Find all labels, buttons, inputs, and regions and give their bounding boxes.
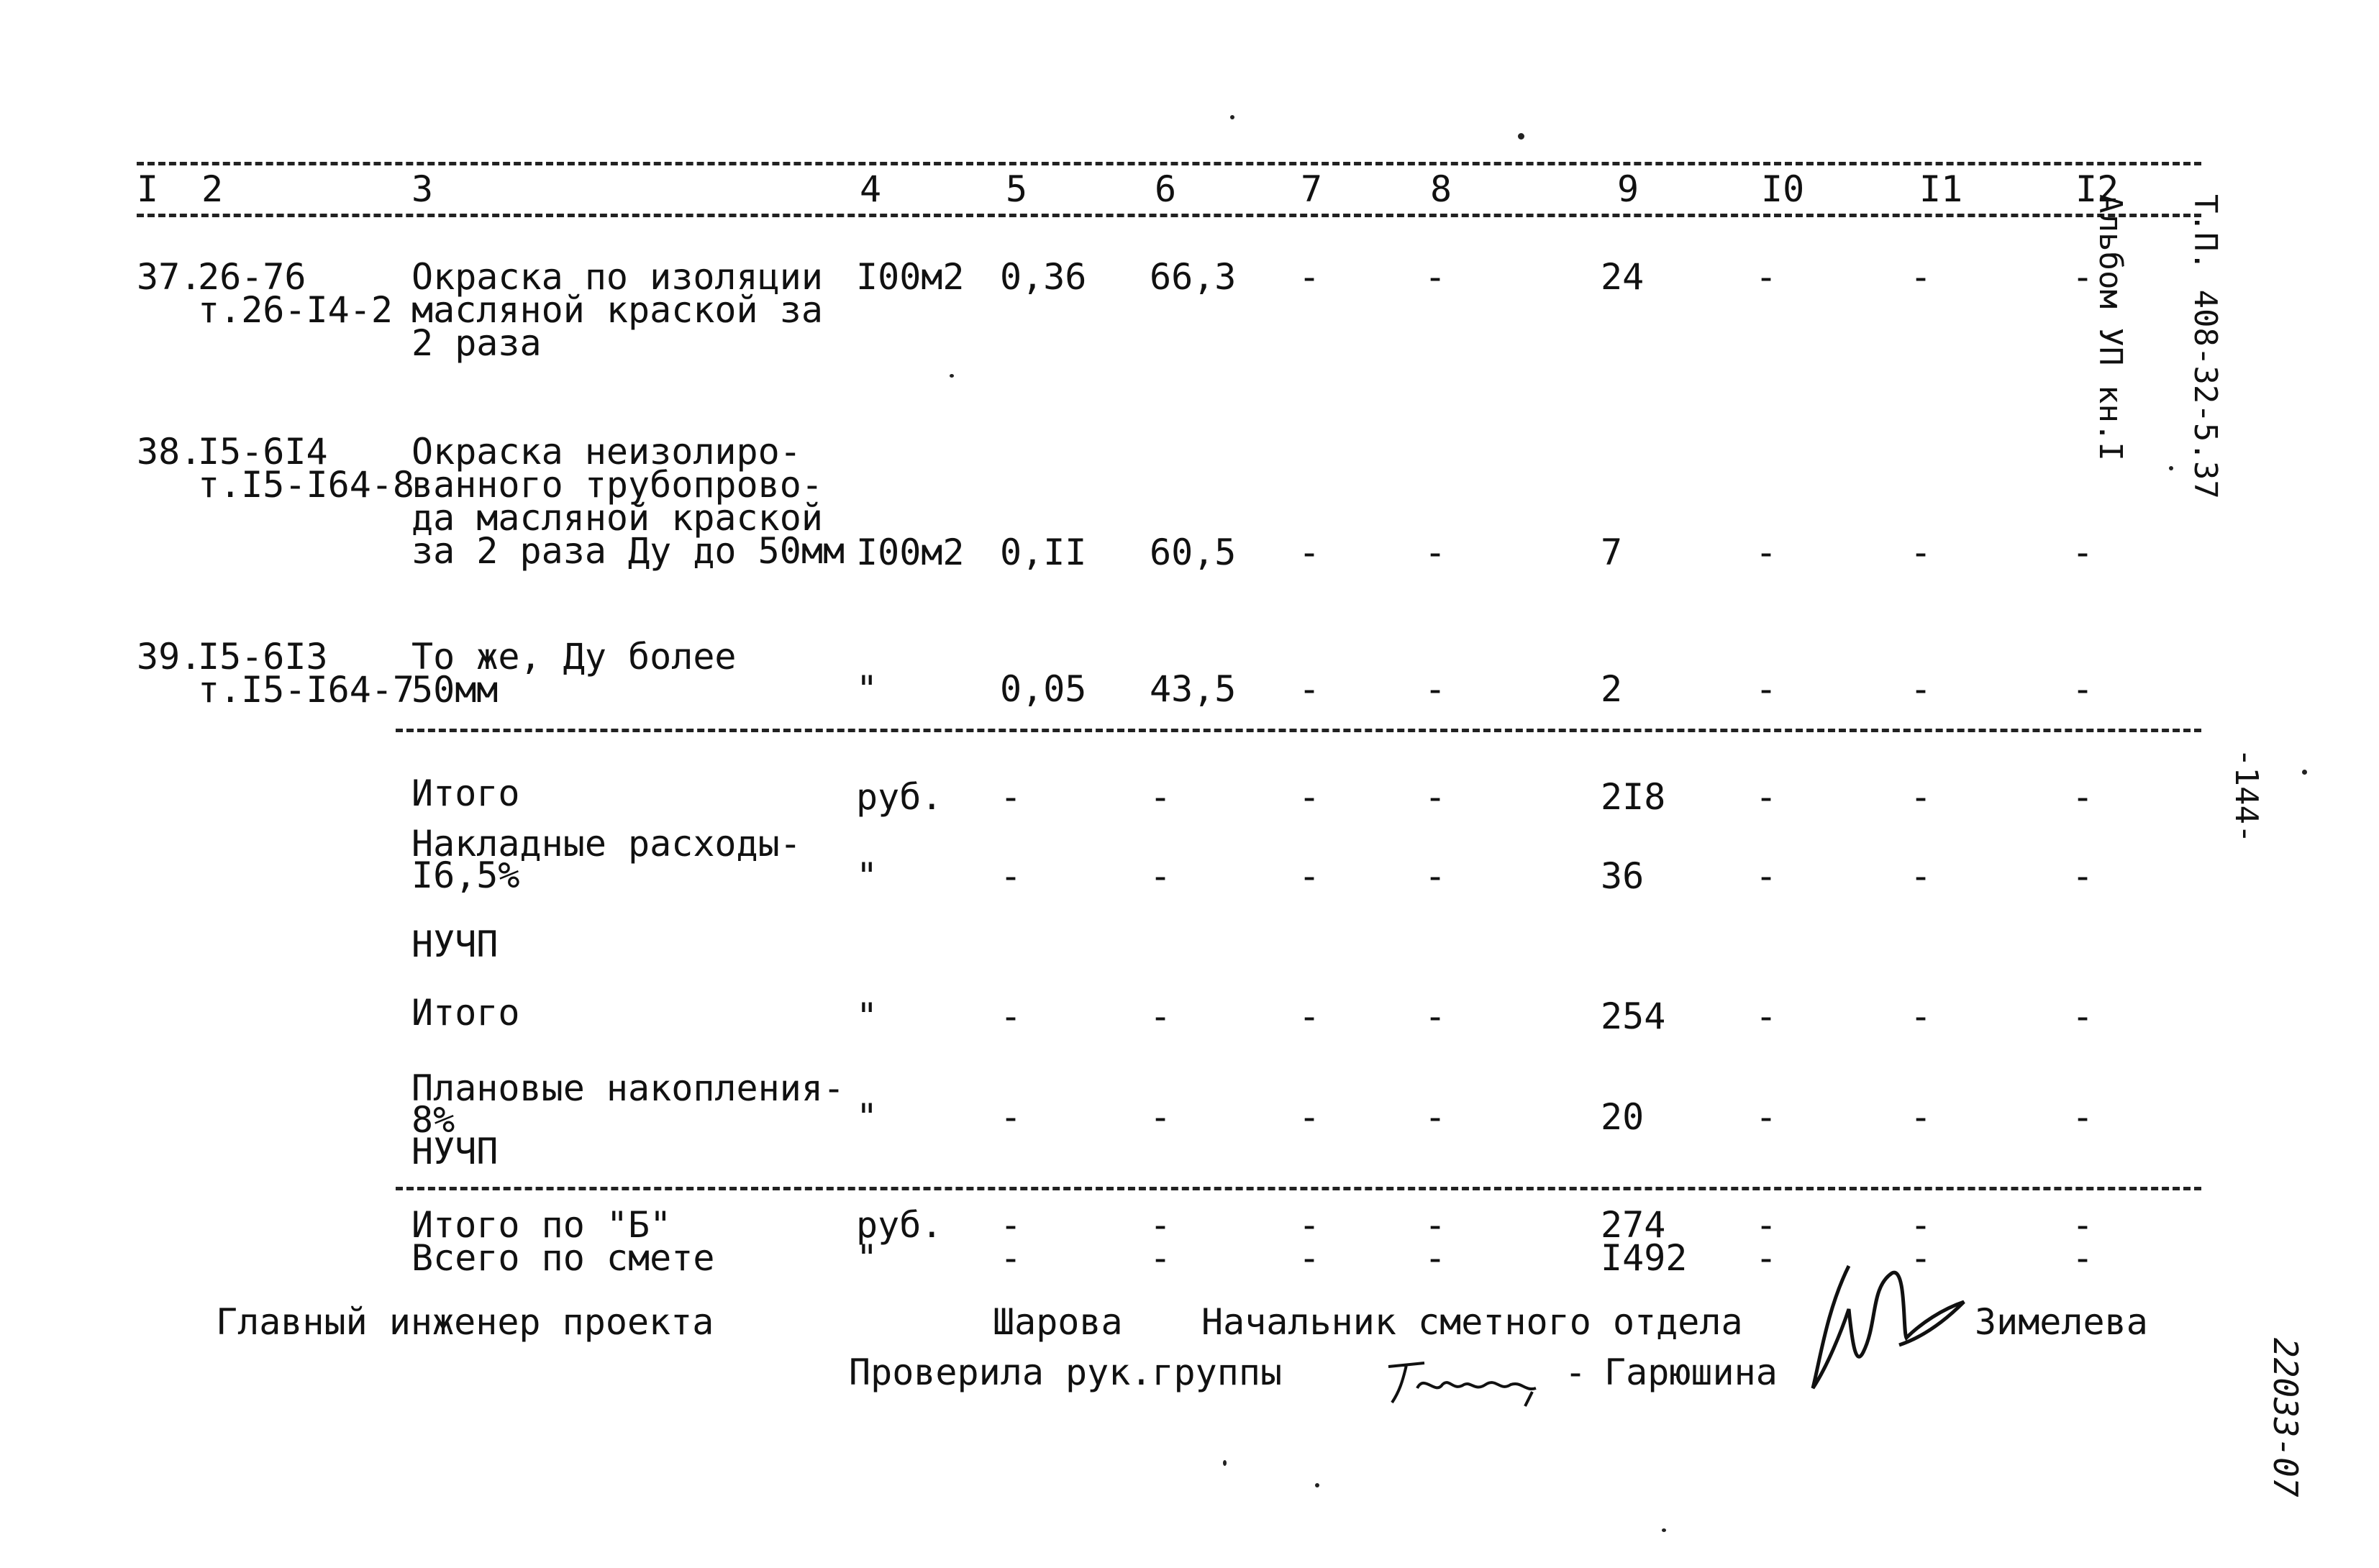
totals-unit: руб. <box>856 1204 943 1246</box>
summary-unit: " <box>856 855 878 897</box>
column-number: 3 <box>411 168 434 210</box>
summary-label: Итого <box>411 772 520 814</box>
summary-unit: руб. <box>856 776 943 818</box>
summary-cell-c12: - <box>2072 776 2094 818</box>
totals-cell-c7: - <box>1298 1237 1321 1279</box>
totals-cell-c6: - <box>1150 1237 1172 1279</box>
row-quantity: 0,II <box>1000 532 1087 573</box>
totals-cell-c11: - <box>1910 1237 1932 1279</box>
row-description: То же, Ду более <box>411 636 737 678</box>
checker-signature <box>1381 1352 1561 1410</box>
scan-speck <box>2302 770 2307 775</box>
summary-cell-c5: - <box>1000 776 1022 818</box>
scan-speck <box>2169 466 2173 470</box>
row-cell-c7: - <box>1298 532 1321 573</box>
summary-cell-c11: - <box>1910 855 1932 897</box>
row-cell-c8: - <box>1424 532 1447 573</box>
column-number: I2 <box>2075 168 2119 210</box>
dept-head-label: Начальник сметного отдела <box>1201 1301 1743 1343</box>
totals-cell-c8: - <box>1424 1204 1447 1246</box>
scan-speck <box>950 374 954 378</box>
row-cell-c9: 24 <box>1601 256 1645 298</box>
row-cell-c11: - <box>1910 532 1932 573</box>
column-number: I1 <box>1919 168 1963 210</box>
row-code: I5-6I3 <box>198 636 328 678</box>
row-unit: " <box>856 668 878 710</box>
summary-cell-c10: - <box>1755 1096 1778 1138</box>
row-unit-price: 60,5 <box>1150 532 1237 573</box>
header-bottom-rule <box>137 214 2201 217</box>
row-unit: I00м2 <box>856 256 965 298</box>
row-code: I5-6I4 <box>198 431 328 473</box>
summary-cell-c6: - <box>1150 995 1172 1037</box>
row-unit-price: 43,5 <box>1150 668 1237 710</box>
summary-cell-c5: - <box>1000 1096 1022 1138</box>
row-code: т.26-I4-2 <box>198 289 393 331</box>
summary-cell-c11: - <box>1910 776 1932 818</box>
summary-cell-c8: - <box>1424 995 1447 1037</box>
row-description: 50мм <box>411 669 499 711</box>
totals-cell-c9: 274 <box>1601 1204 1666 1246</box>
column-number: 2 <box>201 168 224 210</box>
row-cell-c12: - <box>2072 256 2094 298</box>
row-description: Окраска по изоляции <box>411 256 823 298</box>
scan-speck <box>1230 115 1234 119</box>
summary-label: Итого <box>411 992 520 1034</box>
totals-label: Итого по "Б" <box>411 1204 672 1246</box>
summary-cell-c8: - <box>1424 855 1447 897</box>
summary-unit: " <box>856 1096 878 1138</box>
row-cell-c9: 7 <box>1601 532 1623 573</box>
totals-cell-c10: - <box>1755 1237 1778 1279</box>
column-number: 8 <box>1430 168 1452 210</box>
row-description: за 2 раза Ду до 50мм <box>411 530 845 572</box>
section-rule-1 <box>396 729 2201 732</box>
summary-cell-c11: - <box>1910 995 1932 1037</box>
summary-cell-c10: - <box>1755 995 1778 1037</box>
row-cell-c10: - <box>1755 532 1778 573</box>
totals-cell-c12: - <box>2072 1204 2094 1246</box>
scan-speck <box>1662 1528 1666 1532</box>
side-note-line-1: Т.П. 408-32-5.37 <box>2187 194 2224 499</box>
scan-speck <box>1223 1460 1227 1466</box>
summary-cell-c9: 254 <box>1601 995 1666 1037</box>
totals-unit: " <box>856 1237 878 1279</box>
side-note <box>2031 194 2284 499</box>
summary-cell-c6: - <box>1150 1096 1172 1138</box>
row-cell-c7: - <box>1298 668 1321 710</box>
summary-label: НУЧП <box>411 1131 499 1172</box>
summary-label: I6,5% <box>411 854 520 896</box>
summary-cell-c9: 2I8 <box>1601 776 1666 818</box>
row-cell-c7: - <box>1298 256 1321 298</box>
row-cell-c8: - <box>1424 668 1447 710</box>
totals-cell-c12: - <box>2072 1237 2094 1279</box>
column-number: 6 <box>1155 168 1177 210</box>
row-cell-c12: - <box>2072 668 2094 710</box>
row-cell-c11: - <box>1910 256 1932 298</box>
totals-cell-c5: - <box>1000 1237 1022 1279</box>
summary-cell-c7: - <box>1298 995 1321 1037</box>
scan-speck <box>1518 133 1524 140</box>
summary-cell-c7: - <box>1298 1096 1321 1138</box>
column-number: I0 <box>1761 168 1805 210</box>
checked-name: Гарюшина <box>1604 1352 1778 1393</box>
totals-label: Всего по смете <box>411 1237 715 1279</box>
summary-label: НУЧП <box>411 924 499 965</box>
summary-cell-c6: - <box>1150 855 1172 897</box>
summary-cell-c12: - <box>2072 1096 2094 1138</box>
summary-cell-c5: - <box>1000 995 1022 1037</box>
totals-cell-c10: - <box>1755 1204 1778 1246</box>
row-quantity: 0,36 <box>1000 256 1087 298</box>
row-code: т.I5-I64-8 <box>198 464 415 506</box>
summary-cell-c12: - <box>2072 855 2094 897</box>
checked-label: Проверила рук.группы <box>849 1352 1283 1393</box>
summary-cell-c8: - <box>1424 776 1447 818</box>
totals-cell-c7: - <box>1298 1204 1321 1246</box>
row-quantity: 0,05 <box>1000 668 1087 710</box>
row-cell-c12: - <box>2072 532 2094 573</box>
row-description: 2 раза <box>411 322 542 364</box>
summary-cell-c7: - <box>1298 855 1321 897</box>
column-number: 4 <box>860 168 882 210</box>
summary-cell-c9: 36 <box>1601 855 1645 897</box>
column-number: 7 <box>1301 168 1323 210</box>
row-cell-c10: - <box>1755 668 1778 710</box>
row-code: т.I5-I64-7 <box>198 669 415 711</box>
totals-cell-c8: - <box>1424 1237 1447 1279</box>
side-doc-code: 22033-07 <box>2266 1338 2305 1498</box>
summary-cell-c10: - <box>1755 855 1778 897</box>
row-description: масляной краской за <box>411 289 823 331</box>
summary-unit: " <box>856 995 878 1037</box>
summary-label: 8% <box>411 1099 455 1141</box>
chief-engineer-label: Главный инженер проекта <box>216 1301 714 1343</box>
totals-cell-c6: - <box>1150 1204 1172 1246</box>
column-number: 9 <box>1617 168 1639 210</box>
dept-head-name: Зимелева <box>1975 1301 2148 1343</box>
summary-cell-c10: - <box>1755 776 1778 818</box>
row-description: ванного трубопрово- <box>411 464 823 506</box>
summary-cell-c11: - <box>1910 1096 1932 1138</box>
summary-cell-c5: - <box>1000 855 1022 897</box>
header-top-rule <box>137 162 2201 165</box>
side-page-mark: -144- <box>2228 748 2265 844</box>
row-cell-c8: - <box>1424 256 1447 298</box>
summary-label: Накладные расходы- <box>411 823 801 865</box>
totals-cell-c5: - <box>1000 1204 1022 1246</box>
row-cell-c9: 2 <box>1601 668 1623 710</box>
row-description: Окраска неизолиро- <box>411 431 801 473</box>
totals-cell-c9: I492 <box>1601 1237 1688 1279</box>
row-unit: I00м2 <box>856 532 965 573</box>
row-code: 26-76 <box>198 256 306 298</box>
summary-cell-c12: - <box>2072 995 2094 1037</box>
summary-cell-c9: 20 <box>1601 1096 1645 1138</box>
column-number: 5 <box>1006 168 1028 210</box>
row-description: да масляной краской <box>411 497 823 539</box>
column-number: I <box>137 168 159 210</box>
summary-cell-c7: - <box>1298 776 1321 818</box>
scan-speck <box>1315 1483 1319 1487</box>
section-rule-2 <box>396 1187 2201 1190</box>
row-number: 39. <box>137 636 202 678</box>
row-number: 37. <box>137 256 202 298</box>
dept-head-signature <box>1798 1244 1971 1403</box>
row-cell-c10: - <box>1755 256 1778 298</box>
row-cell-c11: - <box>1910 668 1932 710</box>
row-number: 38. <box>137 431 202 473</box>
summary-label: Плановые накопления- <box>411 1067 845 1109</box>
chief-engineer-name: Шарова <box>993 1301 1123 1343</box>
summary-cell-c8: - <box>1424 1096 1447 1138</box>
row-unit-price: 66,3 <box>1150 256 1237 298</box>
totals-cell-c11: - <box>1910 1204 1932 1246</box>
checked-dash: - <box>1565 1352 1587 1393</box>
side-note-line-2: Альбом УП кн.I <box>2092 194 2129 461</box>
summary-cell-c6: - <box>1150 776 1172 818</box>
